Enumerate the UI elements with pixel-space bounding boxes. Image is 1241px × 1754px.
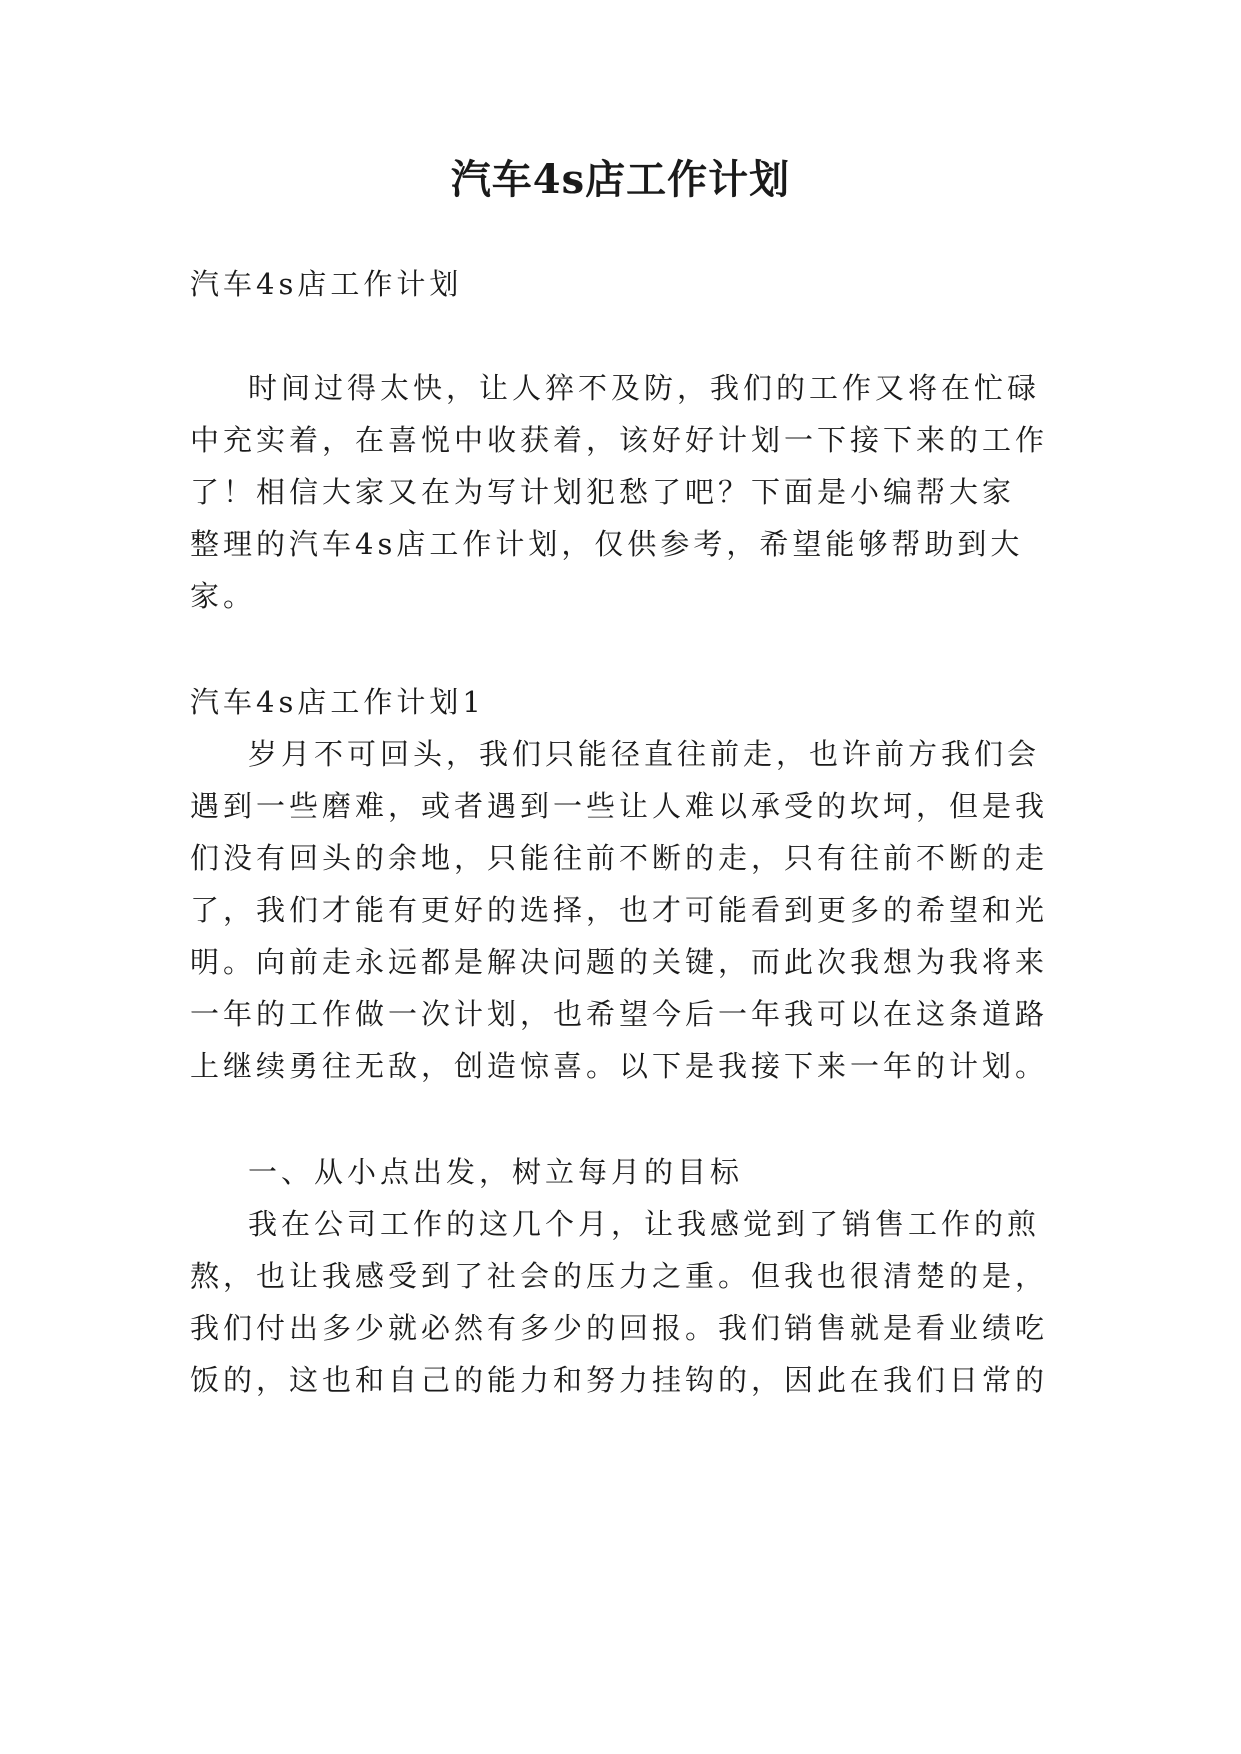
point-line: 我在公司工作的这几个月，让我感觉到了销售工作的煎 <box>248 1207 1041 1241</box>
point-line: 饭的，这也和自己的能力和努力挂钩的，因此在我们日常的 <box>190 1363 1049 1397</box>
document-title: 汽车4s店工作计划 <box>450 156 791 203</box>
section-line: 了，我们才能有更好的选择，也才可能看到更多的希望和光 <box>190 893 1049 927</box>
intro-line: 中充实着，在喜悦中收获着，该好好计划一下接下来的工作 <box>190 423 1049 457</box>
intro-line: 了！相信大家又在为写计划犯愁了吧？下面是小编帮大家 <box>190 475 1016 509</box>
section-line: 们没有回头的余地，只能往前不断的走，只有往前不断的走 <box>190 841 1049 875</box>
section-line: 遇到一些磨难，或者遇到一些让人难以承受的坎坷，但是我 <box>190 789 1049 823</box>
section-heading: 汽车4s店工作计划1 <box>190 685 485 719</box>
document-subtitle: 汽车4s店工作计划 <box>190 267 463 301</box>
section-line: 一年的工作做一次计划，也希望今后一年我可以在这条道路 <box>190 997 1049 1031</box>
point-heading: 一、从小点出发，树立每月的目标 <box>248 1155 744 1189</box>
intro-line: 时间过得太快，让人猝不及防，我们的工作又将在忙碌 <box>248 371 1041 405</box>
point-line: 熬，也让我感受到了社会的压力之重。但我也很清楚的是， <box>190 1259 1049 1293</box>
intro-line: 整理的汽车4s店工作计划，仅供参考，希望能够帮助到大 <box>190 527 1024 561</box>
section-line: 明。向前走永远都是解决问题的关键，而此次我想为我将来 <box>190 945 1049 979</box>
section-line: 岁月不可回头，我们只能径直往前走，也许前方我们会 <box>248 737 1041 771</box>
section-line: 上继续勇往无敌，创造惊喜。以下是我接下来一年的计划。 <box>190 1049 1049 1083</box>
intro-line: 家。 <box>190 579 257 613</box>
point-line: 我们付出多少就必然有多少的回报。我们销售就是看业绩吃 <box>190 1311 1049 1345</box>
